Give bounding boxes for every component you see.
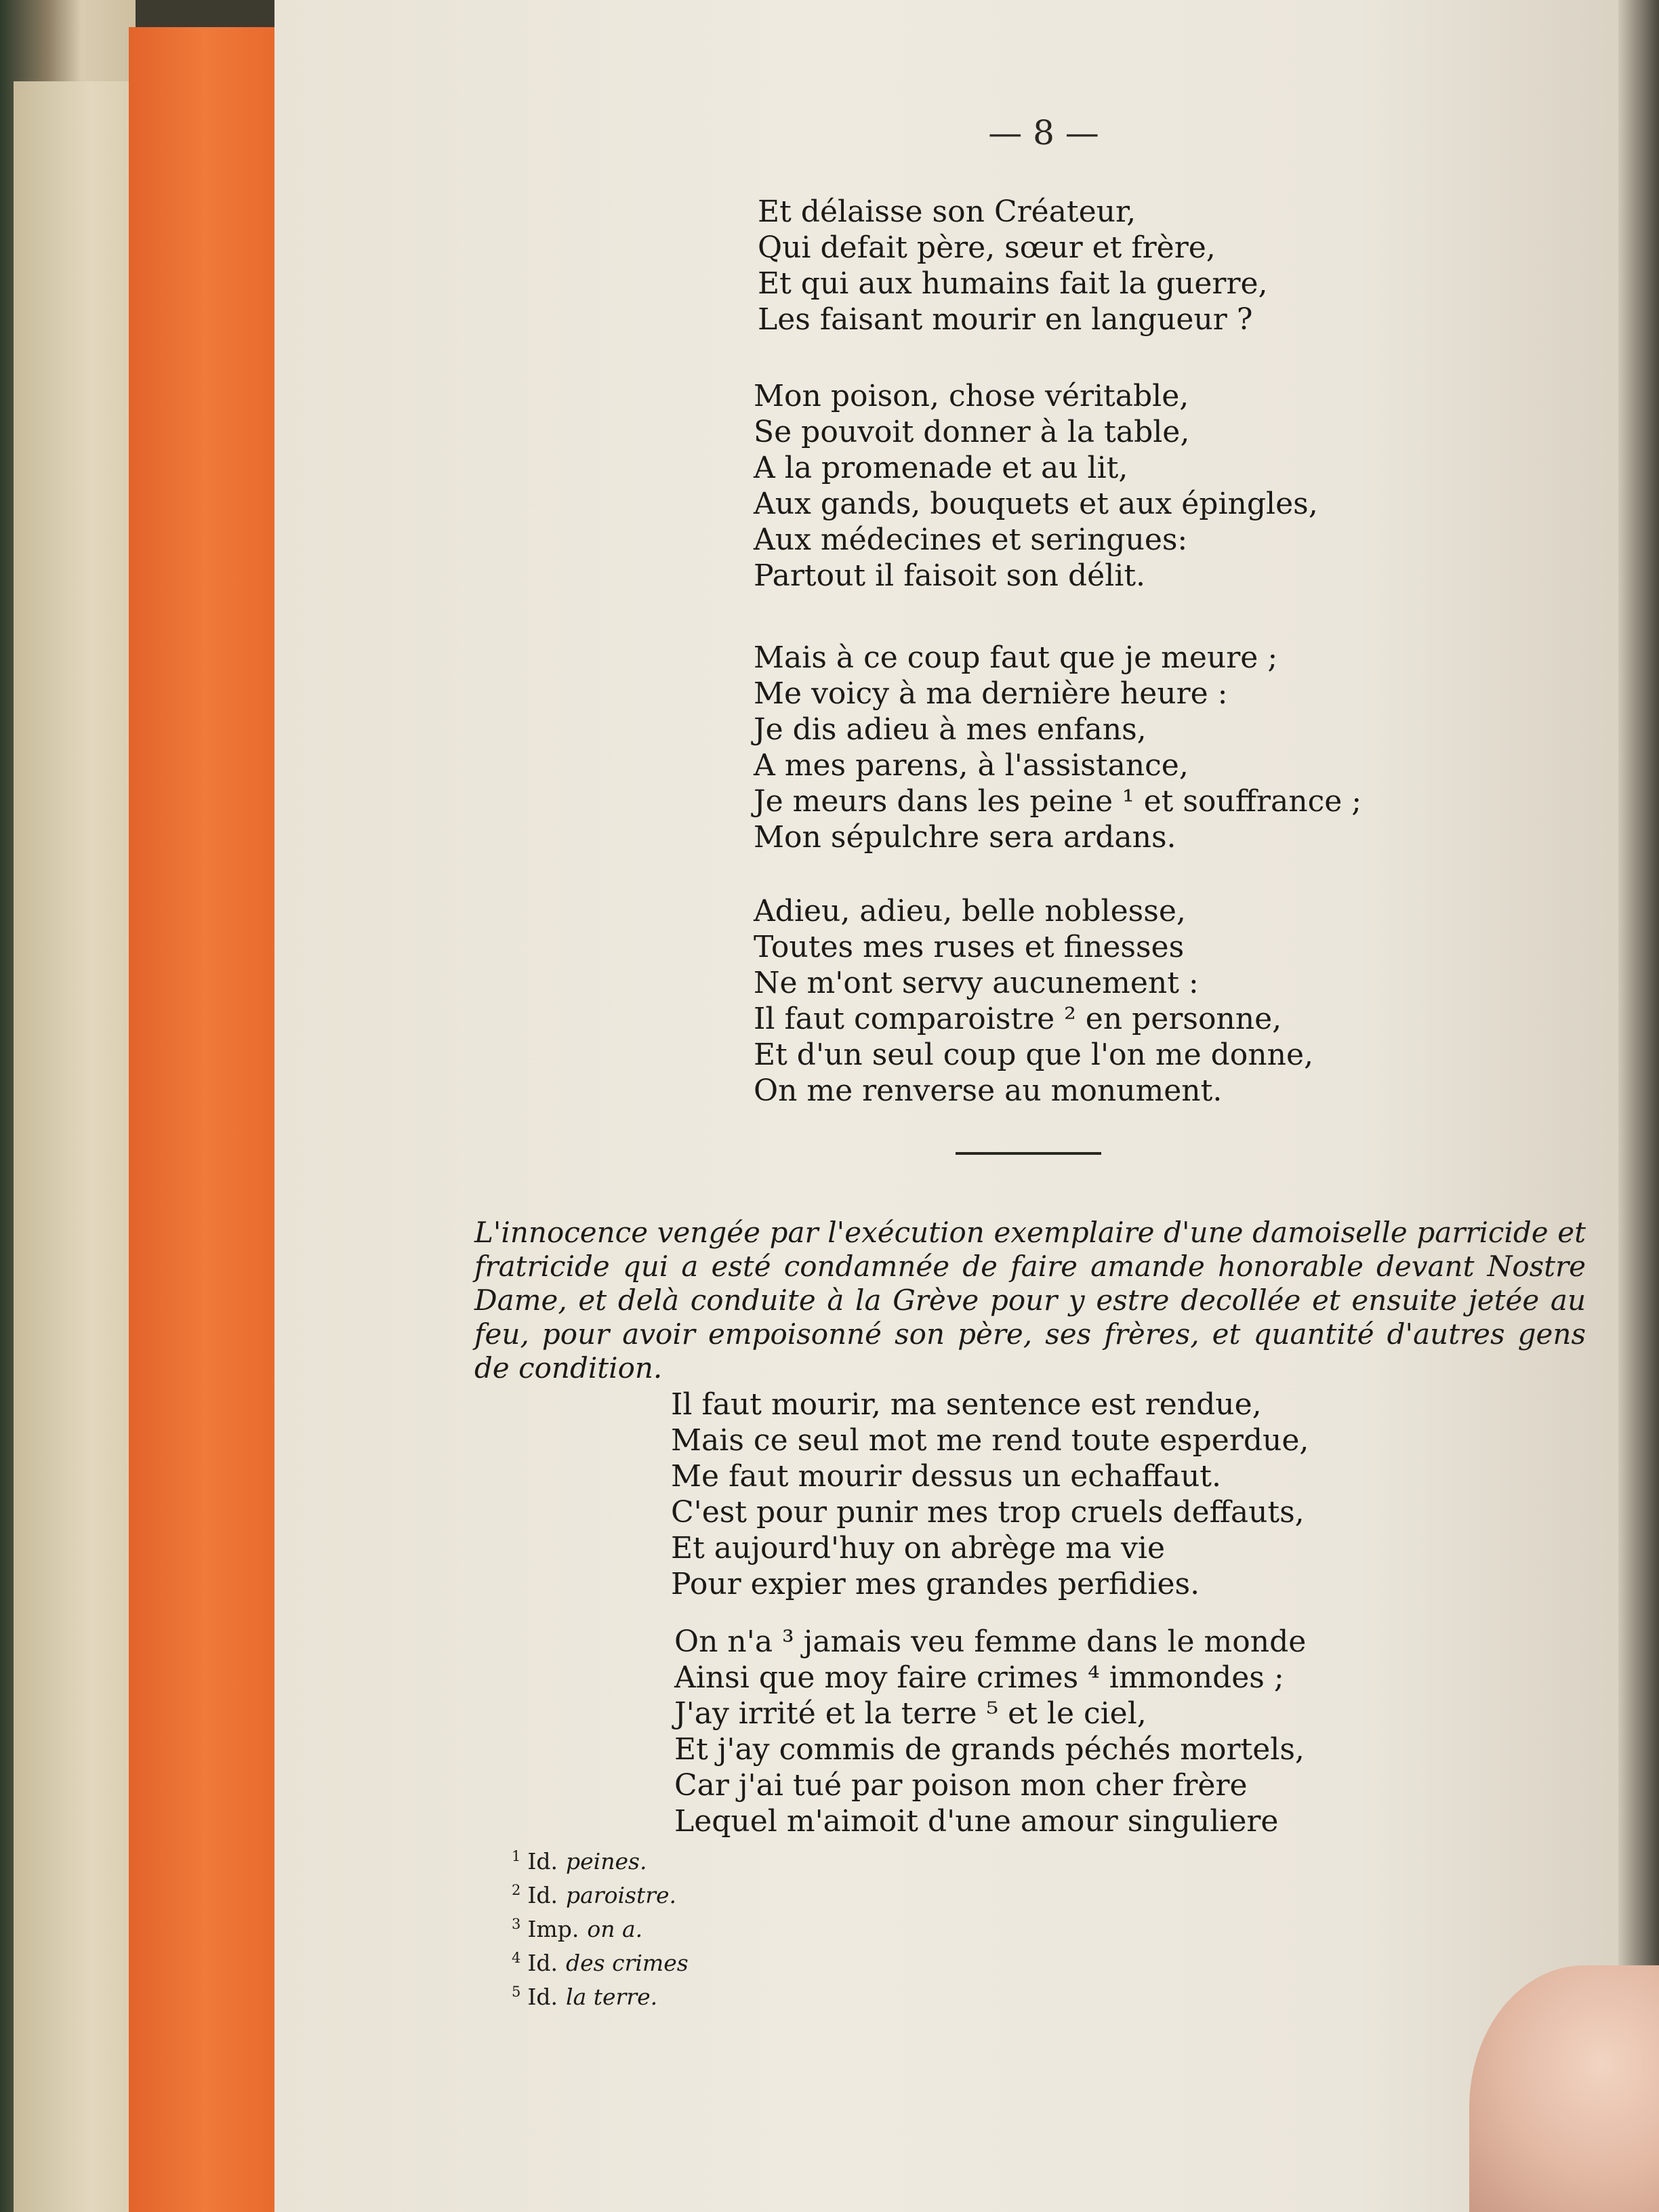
verse-line: A mes parens, à l'assistance, <box>754 748 1189 783</box>
footnote-number: 2 <box>512 1882 521 1898</box>
verse-line: Adieu, adieu, belle noblesse, <box>754 894 1186 928</box>
verse-line: Partout il faisoit son délit. <box>754 558 1146 593</box>
verse-line: Me voicy à ma dernière heure : <box>754 676 1228 711</box>
poem-heading: L'innocence vengée par l'exécution exemplaire d'une damoiselle parricide et fratricide qui a esté condamnée de faire amande honorable devant Nostre Dame, et delà conduite à la Grève pour y estre decollée et ensuite jetée au feu, pour avoir empoisonné son père, ses frères, et quantité d'autres gens de condition. <box>474 1216 1586 1385</box>
footnote-text: peines. <box>566 1848 647 1875</box>
footnote <box>512 1876 689 1910</box>
verse-line: J'ay irrité et la terre ⁵ et le ciel, <box>674 1696 1147 1731</box>
stanza-4 <box>754 893 1313 1109</box>
verse-line: Se pouvoit donner à la table, <box>754 415 1190 449</box>
footnote-ref: Id. <box>527 1848 558 1875</box>
verse-line: Aux médecines et seringues: <box>754 523 1188 557</box>
verse-line: Mon poison, chose véritable, <box>754 379 1189 413</box>
verse-line: Les faisant mourir en langueur ? <box>758 302 1253 337</box>
footnote-number: 4 <box>512 1950 521 1966</box>
verse-line: Mon sépulchre sera ardans. <box>754 820 1176 855</box>
footnote-ref: Id. <box>527 1950 558 1976</box>
stanza-1 <box>758 194 1268 337</box>
book-right-edge <box>1618 0 1659 2212</box>
verse-line: Et j'ay commis de grands péchés mortels, <box>674 1732 1305 1767</box>
footnote-number: 5 <box>512 1984 521 2000</box>
footnote <box>512 1944 689 1978</box>
verse-line: On me renverse au monument. <box>754 1073 1223 1108</box>
footnote-text: des crimes <box>566 1950 689 1976</box>
footnote-ref: Id. <box>527 1984 558 2010</box>
section-divider <box>956 1152 1101 1155</box>
verse-line: C'est pour punir mes trop cruels deffauts, <box>671 1495 1305 1530</box>
stanza-6 <box>674 1624 1306 1839</box>
verse-line: Mais à ce coup faut que je meure ; <box>754 640 1278 675</box>
previous-page-edge <box>14 81 142 2212</box>
verse-line: Ne m'ont servy aucunement : <box>754 966 1199 1000</box>
verse-line: Pour expier mes grandes perfidies. <box>671 1567 1200 1601</box>
stanza-3 <box>754 640 1361 855</box>
footnote-ref: Imp. <box>527 1916 579 1942</box>
footnote <box>512 1842 689 1876</box>
footnote-ref: Id. <box>527 1882 558 1908</box>
footnote-number: 1 <box>512 1848 521 1864</box>
stanza-5 <box>671 1387 1309 1602</box>
verse-line: Aux gands, bouquets et aux épingles, <box>754 487 1318 521</box>
verse-line: Ainsi que moy faire crimes ⁴ immondes ; <box>674 1660 1284 1695</box>
stanza-2 <box>754 378 1318 594</box>
verse-line: Et délaisse son Créateur, <box>758 194 1136 229</box>
verse-line: Mais ce seul mot me rend toute esperdue, <box>671 1423 1309 1458</box>
footnote <box>512 1910 689 1944</box>
page-number: — 8 — <box>988 113 1099 152</box>
verse-line: Lequel m'aimoit d'une amour singuliere <box>674 1804 1279 1839</box>
verse-line: Et d'un seul coup que l'on me donne, <box>754 1038 1313 1072</box>
verse-line: A la promenade et au lit, <box>754 451 1128 485</box>
footnotes <box>512 1842 689 2011</box>
verse-line: Et aujourd'huy on abrège ma vie <box>671 1531 1166 1565</box>
footnote-text: paroistre. <box>566 1882 677 1908</box>
verse-line: Il faut comparoistre ² en personne, <box>754 1002 1282 1036</box>
footnote-text: la terre. <box>566 1984 658 2010</box>
verse-line: Me faut mourir dessus un echaffaut. <box>671 1459 1221 1494</box>
verse-line: On n'a ³ jamais veu femme dans le monde <box>674 1624 1307 1659</box>
verse-line: Et qui aux humains fait la guerre, <box>758 266 1268 301</box>
verse-line: Qui defait père, sœur et frère, <box>758 230 1216 265</box>
verse-line: Car j'ai tué par poison mon cher frère <box>674 1768 1248 1803</box>
verse-line: Il faut mourir, ma sentence est rendue, <box>671 1387 1262 1422</box>
verse-line: Toutes mes ruses et finesses <box>754 930 1185 964</box>
footnote-number: 3 <box>512 1916 521 1932</box>
footnote-text: on a. <box>587 1916 643 1942</box>
orange-binding-strip <box>129 27 281 2212</box>
verse-line: Je dis adieu à mes enfans, <box>754 712 1147 747</box>
footnote <box>512 1978 689 2011</box>
verse-line: Je meurs dans les peine ¹ et souffrance ; <box>754 784 1362 819</box>
